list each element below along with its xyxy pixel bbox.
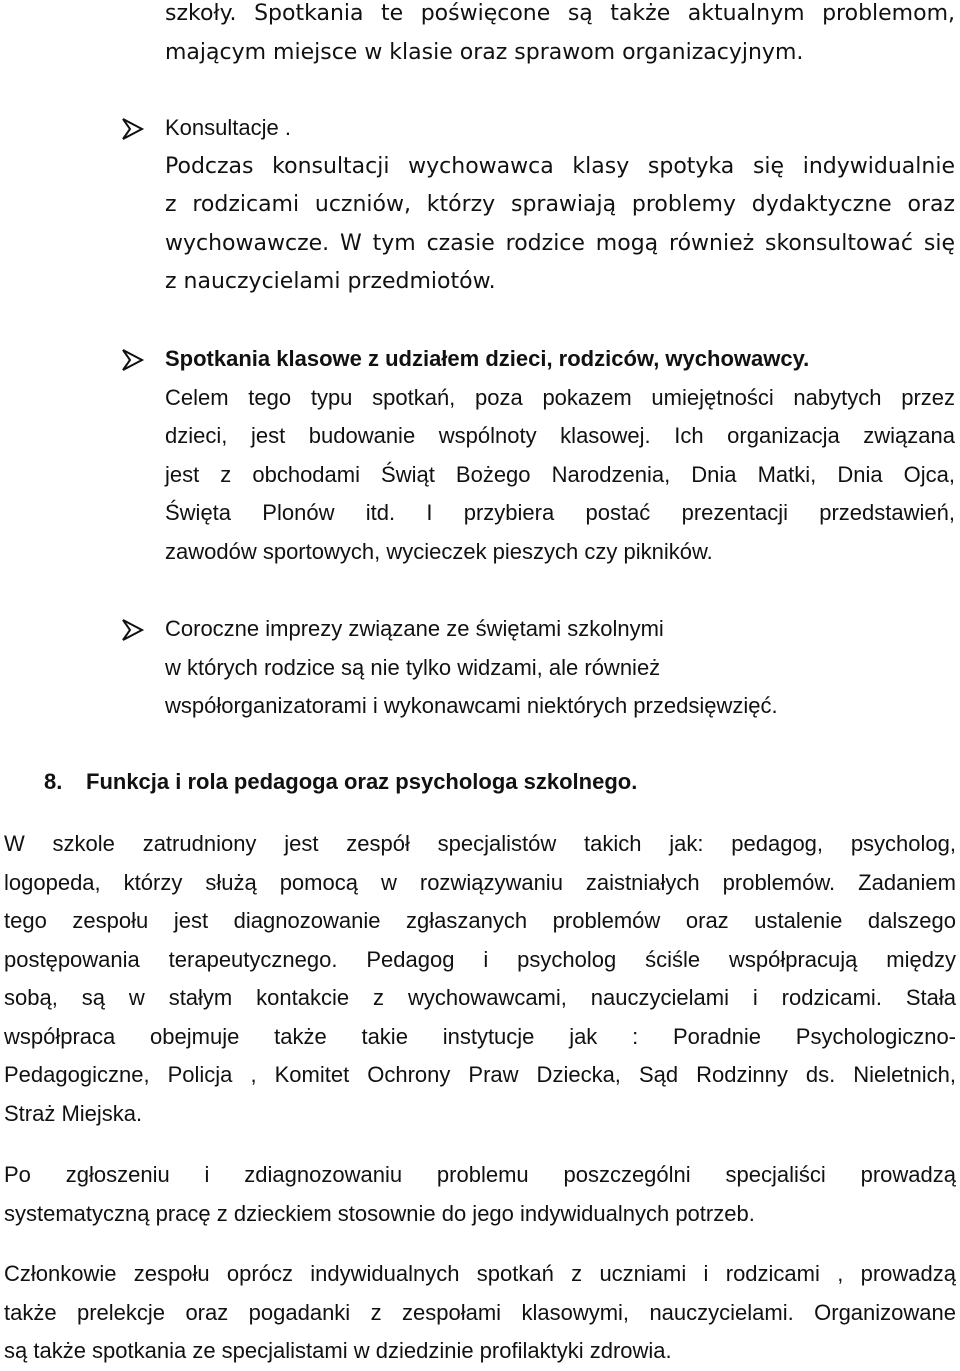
text-line: tego zespołu jest diagnozowanie zgłaszanych problemów oraz ustalenie dalszego [4, 908, 956, 933]
text-line: z nauczycielami przedmiotów. [165, 269, 496, 294]
text-line: szkoły. Spotkania te poświęcone są także aktualnym problemom, [165, 1, 955, 26]
bullet-item-spotkania-klasowe [165, 340, 955, 571]
text-line: Święta Plonów itd. I przybiera postać prezentacji przedstawień, [165, 500, 955, 525]
text-line: współorganizatorami i wykonawcami niektórych przedsięwzięć. [165, 693, 778, 718]
intro-paragraph [165, 0, 955, 72]
text-line: zawodów sportowych, wycieczek pieszych czy pikników. [165, 538, 713, 564]
text-line: jest z obchodami Świąt Bożego Narodzenia, Dnia Matki, Dnia Ojca, [165, 461, 955, 487]
text-line: sobą, są w stałym kontakcie z wychowawcami, nauczycielami i rodzicami. Stała [4, 985, 956, 1010]
bullet-item-konsultacje [165, 109, 955, 302]
section-number: 8. [44, 769, 63, 794]
text-line: w których rodzice są nie tylko widzami, ale również [165, 654, 661, 680]
text-line: W szkole zatrudniony jest zespół specjalistów takich jak: pedagog, psycholog, [4, 831, 956, 856]
text-line: dzieci, jest budowanie wspólnoty klasowej. Ich organizacja związana [165, 423, 955, 448]
bullet-title: Konsultacje . [165, 115, 291, 140]
text-line: logopeda, którzy służą pomocą w rozwiązywaniu zaistniałych problemów. Zadaniem [4, 869, 956, 895]
text-line: współpraca obejmuje także takie instytucje jak : Poradnie Psychologiczno- [4, 1023, 956, 1049]
text-line: mającym miejsce w klasie oraz sprawom organizacyjnym. [165, 39, 804, 65]
section-title: Funkcja i rola pedagoga oraz psychologa szkolnego. [86, 769, 638, 794]
paragraph-team-members [4, 1255, 956, 1371]
paragraph-specialists [4, 825, 956, 1133]
text-line: Podczas konsultacji wychowawca klasy spotyka się indywidualnie [165, 153, 955, 179]
text-line: Celem tego typu spotkań, poza pokazem umiejętności nabytych przez [165, 384, 955, 410]
arrow-bullet-icon [120, 116, 146, 142]
text-line: z rodzicami uczniów, którzy sprawiają problemy dydaktyczne oraz [165, 192, 955, 217]
text-line: Straż Miejska. [4, 1100, 143, 1126]
arrow-bullet-icon [120, 617, 146, 643]
arrow-bullet-icon [120, 347, 146, 373]
bullet-item-coroczne-imprezy [165, 610, 955, 726]
bullet-title: Coroczne imprezy związane ze świętami szkolnymi [165, 616, 664, 641]
section-heading [44, 763, 637, 801]
text-line: Członkowie zespołu oprócz indywidualnych spotkań z uczniami i rodzicami , prowadzą [4, 1261, 956, 1286]
bullet-title: Spotkania klasowe z udziałem dzieci, rodziców, wychowawcy. [165, 346, 810, 371]
text-line: Po zgłoszeniu i zdiagnozowaniu problemu poszczególni specjaliści prowadzą [4, 1162, 956, 1187]
text-line: Pedagogiczne, Policja , Komitet Ochrony Praw Dziecka, Sąd Rodzinny ds. Nieletnich, [4, 1062, 956, 1087]
text-line: są także spotkania ze specjalistami w dziedzinie profilaktyki zdrowia. [4, 1338, 672, 1363]
text-line: systematyczną pracę z dzieckiem stosownie do jego indywidualnych potrzeb. [4, 1200, 755, 1226]
paragraph-systematic-work [4, 1156, 956, 1233]
text-line: postępowania terapeutycznego. Pedagog i psycholog ściśle współpracują między [4, 946, 956, 972]
text-line: wychowawcze. W tym czasie rodzice mogą również skonsultować się [165, 230, 955, 256]
text-line: także prelekcje oraz pogadanki z zespołami klasowymi, nauczycielami. Organizowane [4, 1299, 956, 1325]
